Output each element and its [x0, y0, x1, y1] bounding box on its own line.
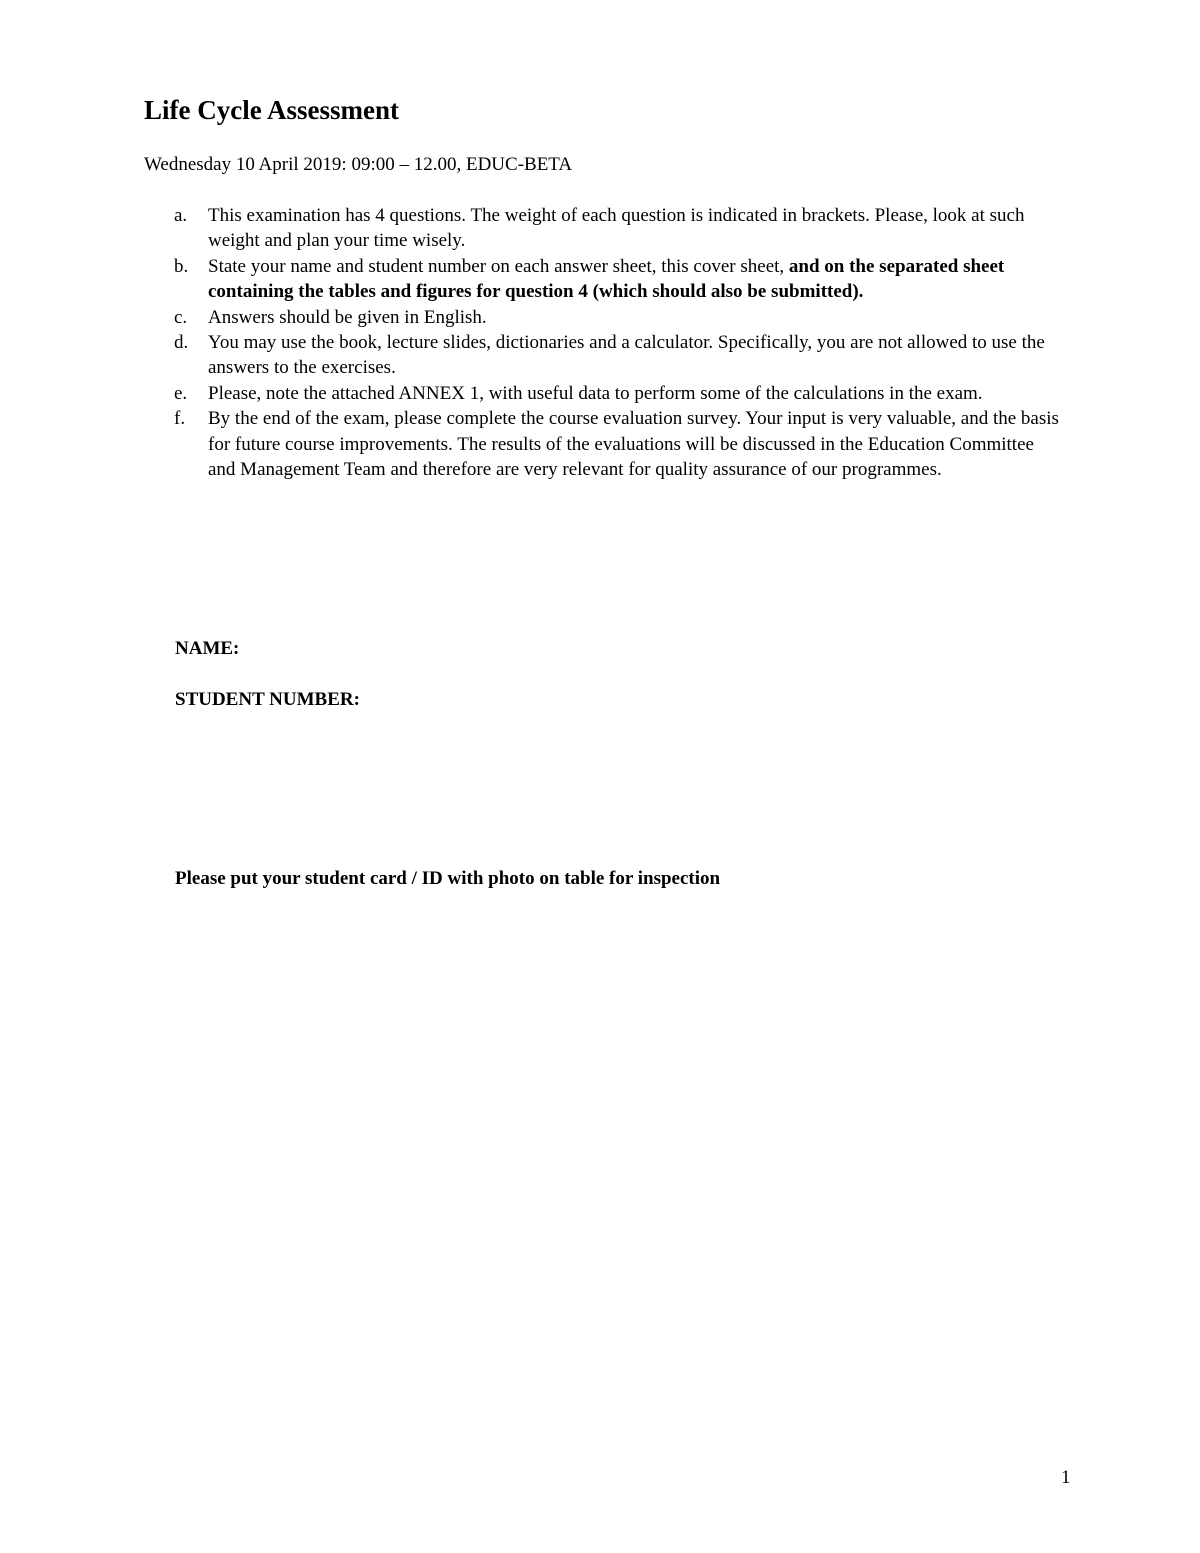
list-marker: f.: [174, 408, 186, 430]
list-item: [144, 254, 1064, 305]
instruction-text: By the end of the exam, please complete the course evaluation survey. Your input is very valuable, and the basis for future course improvements. The results of the evaluations will be discussed in the Education Committee and Management Team and therefore are very relevant for quality assurance of our programmes.: [208, 408, 1059, 481]
list-marker: a.: [174, 205, 188, 226]
instructions-list: [144, 203, 1064, 482]
name-label: NAME:: [175, 638, 240, 659]
list-marker: c.: [174, 306, 188, 328]
instruction-text: This examination has 4 questions. The weight of each question is indicated in brackets. Please, look at such weight and plan your time wisely.: [208, 205, 1025, 252]
instruction-bold-text: and on the separated sheet containing the tables and figures for question 4 (which should also be submitted).: [208, 255, 1005, 303]
instruction-text: Answers should be given in English.: [208, 306, 487, 328]
list-item: [144, 203, 1064, 254]
page-number: 1: [1061, 1467, 1071, 1488]
list-item: [144, 330, 1064, 381]
list-item: [144, 406, 1064, 482]
student-number-label: STUDENT NUMBER:: [175, 689, 360, 710]
instruction-text: You may use the book, lecture slides, dictionaries and a calculator. Specifically, you are not allowed to use the answers to the exercises.: [208, 332, 1045, 379]
student-card-notice: Please put your student card / ID with photo on table for inspection: [175, 868, 721, 889]
list-item: [144, 305, 1064, 330]
instruction-text: State your name and student number on each answer sheet, this cover sheet,: [208, 255, 789, 277]
list-marker: d.: [174, 332, 189, 354]
exam-date-location: Wednesday 10 April 2019: 09:00 – 12.00, EDUC-BETA: [144, 154, 573, 175]
list-item: [144, 381, 1064, 406]
list-marker: e.: [174, 382, 188, 404]
instruction-text: Please, note the attached ANNEX 1, with useful data to perform some of the calculations in the exam.: [208, 382, 983, 404]
list-marker: b.: [174, 255, 189, 277]
document-title: Life Cycle Assessment: [144, 95, 399, 125]
